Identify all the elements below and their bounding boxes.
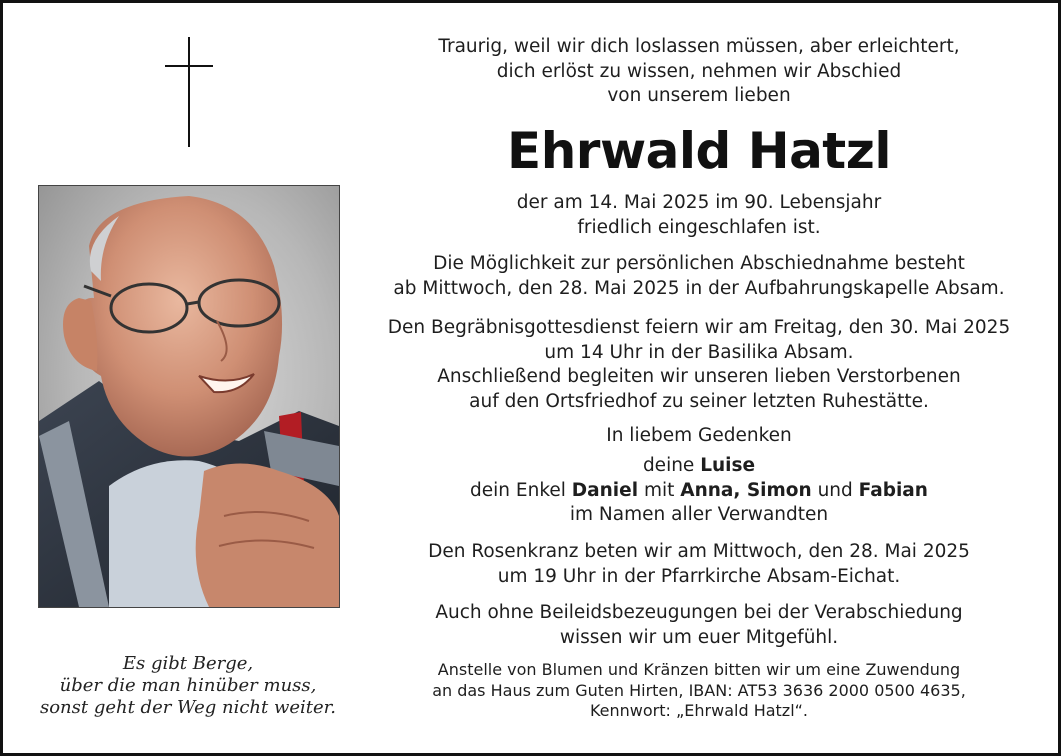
quote-line: sonst geht der Weg nicht weiter. <box>39 697 337 718</box>
family-line-grandchildren <box>365 479 1033 504</box>
death-line: friedlich eingeschlafen ist. <box>577 216 821 238</box>
left-column <box>3 3 383 753</box>
donation-line: Kennwort: „Ehrwald Hatzl“. <box>589 701 809 720</box>
donation-note <box>365 660 1033 722</box>
grandson-name: Daniel <box>571 479 639 501</box>
memory-heading <box>365 424 1033 449</box>
grandson-prefix: dein Enkel <box>470 479 566 501</box>
memory-text: In liebem Gedenken <box>606 425 792 446</box>
visitation-line: Die Möglichkeit zur persönlichen Abschiednahme besteht <box>433 253 965 274</box>
last-name: Fabian <box>858 479 928 501</box>
deceased-name: Ehrwald Hatzl <box>507 122 891 180</box>
funeral-info <box>365 316 1033 414</box>
funeral-line: um 14 Uhr in der Basilika Absam. <box>544 341 854 363</box>
rosary-line: Den Rosenkranz beten wir am Mittwoch, den 28. Mai 2025 <box>428 541 970 562</box>
wife-prefix: deine <box>642 455 695 476</box>
funeral-line: Den Begräbnisgottesdienst feiern wir am Freitag, den 30. Mai 2025 <box>387 317 1011 338</box>
wife-name: Luise <box>700 455 756 476</box>
death-line: der am 14. Mai 2025 im 90. Lebensjahr <box>516 192 882 213</box>
family-line-wife <box>365 454 1033 479</box>
with-word: mit <box>643 479 675 501</box>
family-list <box>365 454 1033 528</box>
cross-icon <box>165 37 215 147</box>
rosary-info <box>365 540 1033 589</box>
donation-line: Anstelle von Blumen und Kränzen bitten wir um eine Zuwendung <box>437 660 961 679</box>
visitation-info <box>365 252 1033 301</box>
death-notice <box>365 191 1033 240</box>
intro-text <box>365 35 1033 109</box>
quote <box>3 653 373 719</box>
partner-names: Anna, Simon <box>680 479 812 501</box>
condolence-line: Auch ohne Beileidsbezeugungen bei der Verabschiedung <box>435 602 963 623</box>
funeral-line: auf den Ortsfriedhof zu seiner letzten Ruhestätte. <box>469 390 929 412</box>
condolence-note <box>365 601 1033 650</box>
intro-line: dich erlöst zu wissen, nehmen wir Abschied <box>496 60 902 82</box>
visitation-line: ab Mittwoch, den 28. Mai 2025 in der Aufbahrungskapelle Absam. <box>393 277 1005 299</box>
condolence-line: wissen wir um euer Mitgefühl. <box>559 626 839 648</box>
relatives-line: im Namen aller Verwandten <box>569 504 829 525</box>
intro-line: von unserem lieben <box>607 85 791 106</box>
and-word: und <box>817 479 853 501</box>
funeral-line: Anschließend begleiten wir unseren lieben Verstorbenen <box>437 366 961 387</box>
quote-line: über die man hinüber muss, <box>59 675 317 696</box>
quote-line: Es gibt Berge, <box>122 653 254 674</box>
intro-line: Traurig, weil wir dich loslassen müssen, aber erleichtert, <box>438 36 960 57</box>
donation-line: an das Haus zum Guten Hirten, IBAN: AT53 3636 2000 0500 4635, <box>432 680 966 700</box>
portrait-photo <box>38 185 340 608</box>
rosary-line: um 19 Uhr in der Pfarrkirche Absam-Eichat. <box>497 565 901 587</box>
